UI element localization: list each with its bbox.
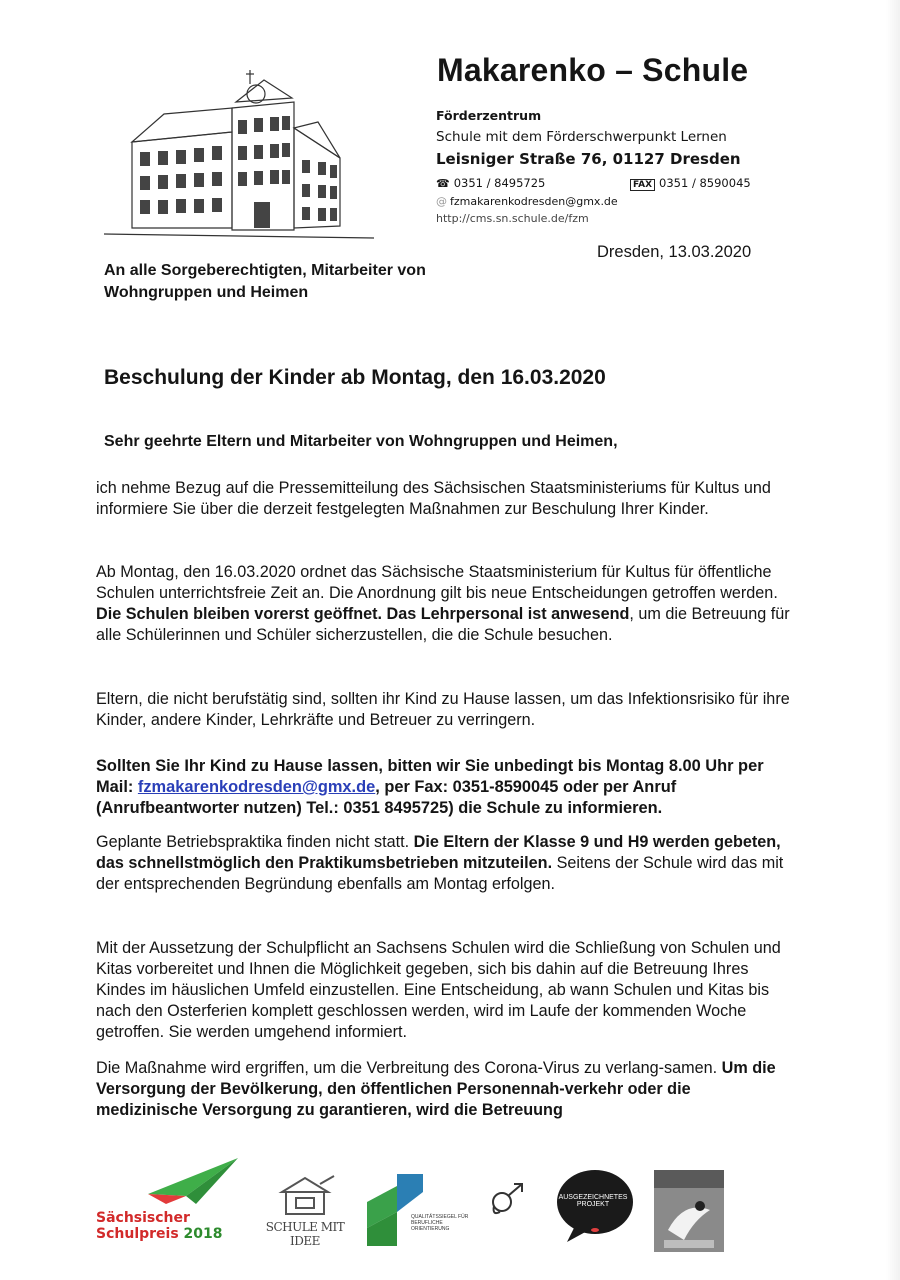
paragraph-5 [96, 832, 796, 895]
page-edge-shadow [886, 0, 900, 1280]
book-cover-graphic [654, 1170, 724, 1252]
recipient: An alle Sorgeberechtigten, Mitarbeiter von Wohngruppen und Heimen [104, 262, 426, 301]
school-address: Leisniger Straße 76, 01127 Dresden [436, 150, 741, 168]
paragraph-7-emphasis: Um die Versorgung der Bevölkerung, den öffentlichen Personennah-verkehr oder die medizinische Versorgung zu garantieren, wird die Betreuung [96, 1059, 776, 1119]
letter-subject: Beschulung der Kinder ab Montag, den 16.03.2020 [104, 366, 606, 389]
schulpreis-line1: Sächsischer [96, 1210, 190, 1226]
schulpreis-year: 2018 [183, 1226, 223, 1242]
paragraph-1: ich nehme Bezug auf die Pressemitteilung des Sächsischen Staatsministeriums für Kultus und informiere Sie über die derzeit festgelegten Maßnahmen zur Beschulung Ihrer Kinder. [96, 479, 771, 518]
schulpreis-text [96, 1210, 223, 1242]
email-icon: @ [436, 195, 447, 208]
s-shape-icon [365, 1172, 425, 1248]
paper-plane-icon [96, 1158, 246, 1208]
paragraph-5-text-c: Seitens der Schule wird das mit der entsprechenden Begründung ebenfalls am Montag erfolgen. [96, 854, 784, 893]
paragraph-3: Eltern, die nicht berufstätig sind, sollten ihr Kind zu Hause lassen, um das Infektionsrisiko für ihre Kinder, andere Kinder, Lehrkräfte und Betreuer zu verringern. [96, 690, 790, 729]
gender-logo [486, 1176, 546, 1246]
paragraph-7 [96, 1058, 796, 1121]
schulpreis-logo [96, 1158, 256, 1248]
paragraph-2-text-a: Ab Montag, den 16.03.2020 ordnet das Sächsische Staatsministerium für Kultus für öffentliche Schulen unterrichtsfreie Zeit an. Die Anordnung gilt bis neue Entscheidungen getroffen werden. [96, 563, 778, 602]
salutation: Sehr geehrte Eltern und Mitarbeiter von Wohngruppen und Heimen, [104, 433, 618, 450]
header-line-foerderzentrum: Förderzentrum [436, 108, 542, 123]
award-book-cover-image [654, 1170, 724, 1252]
paragraph-2-emphasis: Die Schulen bleiben vorerst geöffnet. Das Lehrpersonal ist anwesend [96, 605, 630, 623]
schule-mit-idee-logo [260, 1172, 350, 1252]
letter-date: Dresden, 13.03.2020 [597, 243, 752, 261]
schulpreis-word: Schulpreis [96, 1226, 179, 1242]
paragraph-5-emphasis: Die Eltern der Klasse 9 und H9 werden gebeten, das schnellstmöglich den Praktikumsbetrieben mitzuteilen. [96, 833, 781, 872]
phone-line [436, 176, 545, 190]
email-address: fzmakarenkodresden@gmx.de [450, 195, 618, 208]
email-link[interactable]: fzmakarenkodresden@gmx.de [137, 778, 376, 796]
paragraph-4 [96, 756, 796, 819]
phone-number: 0351 / 8495725 [453, 176, 546, 190]
school-building-illustration [104, 62, 376, 252]
ausgezeichnetes-projekt-logo [555, 1168, 635, 1244]
qualitaetssiegel-text: QUALITÄTSSIEGEL FÜR BERUFLICHE ORIENTIERUNG [411, 1214, 469, 1232]
fax-icon: FAX [630, 179, 655, 191]
paragraph-7-text-a: Die Maßnahme wird ergriffen, um die Verbreitung des Corona-Virus zu verlang-samen. [96, 1059, 722, 1077]
schule-mit-idee-text: SCHULE MIT IDEE [265, 1220, 345, 1248]
fax-line [630, 176, 751, 191]
schulpreis-line2 [96, 1226, 223, 1242]
header-line-schwerpunkt: Schule mit dem Förderschwerpunkt Lernen [436, 129, 727, 145]
phone-icon: ☎ [436, 177, 450, 190]
website-line: http://cms.sn.schule.de/fzm [436, 212, 589, 225]
school-name: Makarenko – Schule [437, 52, 749, 88]
qualitaetssiegel-logo [365, 1172, 485, 1252]
email-line [436, 195, 618, 208]
paragraph-2-text-c: , um die Betreuung für alle Schülerinnen und Schüler sicherzustellen, die die Schule besuchen. [96, 605, 790, 644]
gender-symbol-icon [486, 1176, 536, 1220]
fax-number: 0351 / 8590045 [659, 176, 751, 190]
ausgezeichnetes-projekt-text: AUSGEZEICHNETES PROJEKT [558, 1194, 628, 1208]
paragraph-5-text-a: Geplante Betriebspraktika finden nicht statt. [96, 833, 414, 851]
paragraph-6: Mit der Aussetzung der Schulpflicht an Sachsens Schulen wird die Schließung von Schulen und Kitas vorbereitet und Ihnen die Möglichkeit gegeben, sich bis dahin auf die Betreuung Ihres Kindes im häuslichen Umfeld einzustellen. Eine Entscheidung, ab wann Schulen und Kitas bis nach den Osterferien komplett geschlossen werden, wird im Laufe der kommenden Woche getroffen. Sie werden umgehend informiert. [96, 939, 781, 1041]
house-icon [260, 1172, 350, 1218]
paragraph-2 [96, 562, 796, 646]
paragraph-4-text-b: , per Fax: 0351-8590045 oder per Anruf (Anrufbeantworter nutzen) Tel.: 0351 8495725) die Schule zu informieren. [96, 778, 677, 817]
paragraph-4-text-a: Sollten Sie Ihr Kind zu Hause lassen, bitten wir Sie unbedingt bis Montag 8.00 Uhr per Mail: [96, 757, 764, 796]
